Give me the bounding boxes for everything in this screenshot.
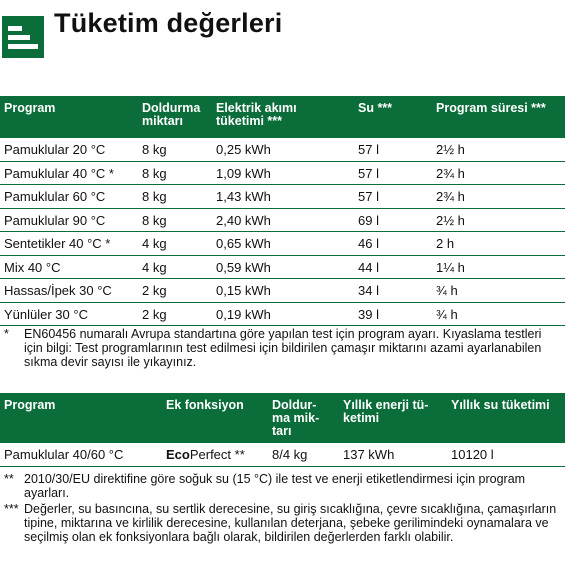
table-row: [0, 138, 565, 162]
electricity-cell: 0,65 kWh: [216, 236, 271, 251]
page-header: [0, 0, 587, 60]
load-cell: 8 kg: [142, 212, 167, 228]
footnote-mark: *: [4, 327, 9, 341]
electricity-cell: 0,19 kWh: [216, 306, 271, 322]
annual-consumption-table: [0, 393, 565, 467]
header-program: Program: [4, 101, 56, 115]
table-row: [0, 162, 565, 186]
electricity-cell: 2,40 kWh: [216, 212, 271, 228]
water-cell: 10120 l: [451, 447, 494, 462]
table-header: [0, 393, 565, 443]
header-electricity: Elektrik akımı tüketimi ***: [216, 101, 297, 128]
load-cell: 2 kg: [142, 283, 167, 298]
duration-cell: ¾ h: [436, 283, 458, 298]
load-cell: 8 kg: [142, 165, 167, 181]
footnote-text: Değerler, su basıncına, su sertlik derecesine, su giriş sıcaklığına, çevre sıcaklığına, çamaşırların tipine, miktarına ve kirlilik derecesine, kullanılan deterjana, şebeke gerilimindeki oynamalara ve seçilmiş olan ek fonksiyonlara bağlı olarak, bildirilen değerlerden farklı olabilir.: [24, 502, 557, 544]
footnote-text: EN60456 numaralı Avrupa standartına göre yapılan test için program ayarı. Kıyaslama testleri için bilgi: Test programlarının test edilmesi için bildirilen çamaşır miktarını azami ayarlanabilen sıkma devir sayısı ile yıkayınız.: [24, 327, 542, 369]
table-row: [0, 279, 565, 303]
program-cell: Pamuklular 40 °C *: [4, 165, 114, 181]
water-cell: 46 l: [358, 236, 379, 251]
table-row: [0, 232, 565, 256]
load-cell: 8 kg: [142, 142, 167, 157]
footnote-mark: ***: [4, 502, 19, 516]
duration-cell: 2½ h: [436, 212, 465, 228]
water-cell: 57 l: [358, 142, 379, 157]
footnote-text: 2010/30/EU direktifine göre soğuk su (15 °C) ile test ve enerji etiketlendirmesi için program ayarları.: [24, 472, 526, 500]
load-cell: 4 kg: [142, 259, 167, 275]
water-cell: 44 l: [358, 259, 379, 275]
page-title: Tüketim değerleri: [54, 8, 283, 38]
section-flag-icon: [2, 16, 44, 58]
program-cell: Pamuklular 20 °C: [4, 142, 106, 157]
header-load: Doldur- ma mik- tarı: [272, 398, 320, 438]
duration-cell: ¾ h: [436, 306, 458, 322]
electricity-cell: 0,15 kWh: [216, 283, 271, 298]
header-extra-function: Ek fonksiyon: [166, 398, 244, 412]
electricity-cell: 1,09 kWh: [216, 165, 271, 181]
table-row: [0, 303, 565, 327]
header-duration: Program süresi ***: [436, 101, 546, 115]
water-cell: 69 l: [358, 212, 379, 228]
program-cell: Hassas/İpek 30 °C: [4, 283, 112, 298]
table-body: [0, 138, 565, 326]
load-cell: 4 kg: [142, 236, 167, 251]
table-row: [0, 185, 565, 209]
program-cell: Yünlüler 30 °C: [4, 306, 88, 322]
water-cell: 57 l: [358, 189, 379, 204]
load-cell: 8 kg: [142, 189, 167, 204]
water-cell: 34 l: [358, 283, 379, 298]
program-cell: Pamuklular 40/60 °C: [4, 447, 124, 462]
header-program: Program: [4, 398, 56, 412]
header-load: Doldurma miktarı: [142, 101, 201, 128]
function-cell: [166, 447, 245, 462]
electricity-cell: 0,25 kWh: [216, 142, 271, 157]
electricity-cell: 0,59 kWh: [216, 259, 271, 275]
duration-cell: 1¼ h: [436, 259, 465, 275]
table-row: [0, 256, 565, 280]
table-row: [0, 443, 565, 467]
program-cell: Pamuklular 90 °C: [4, 212, 106, 228]
header-water: Su ***: [358, 101, 393, 115]
eco-label: Eco: [166, 447, 190, 462]
water-cell: 57 l: [358, 165, 379, 181]
electricity-cell: 1,43 kWh: [216, 189, 271, 204]
table-header: [0, 96, 565, 138]
program-cell: Pamuklular 60 °C: [4, 189, 106, 204]
table-row: [0, 209, 565, 233]
footnote-mark: **: [4, 472, 14, 486]
consumption-table: [0, 96, 565, 326]
duration-cell: 2¾ h: [436, 189, 465, 204]
load-cell: 2 kg: [142, 306, 167, 322]
load-cell: 8/4 kg: [272, 447, 308, 462]
header-annual-energy: Yıllık enerji tü- ketimi: [343, 398, 429, 425]
function-rest: Perfect **: [189, 447, 245, 462]
energy-cell: 137 kWh: [343, 447, 395, 462]
program-cell: Sentetikler 40 °C *: [4, 236, 111, 251]
duration-cell: 2 h: [436, 236, 455, 251]
program-cell: Mix 40 °C: [4, 259, 61, 275]
header-annual-water: Yıllık su tüketimi: [451, 398, 550, 412]
water-cell: 39 l: [358, 306, 379, 322]
duration-cell: 2½ h: [436, 142, 465, 157]
duration-cell: 2¾ h: [436, 165, 465, 181]
